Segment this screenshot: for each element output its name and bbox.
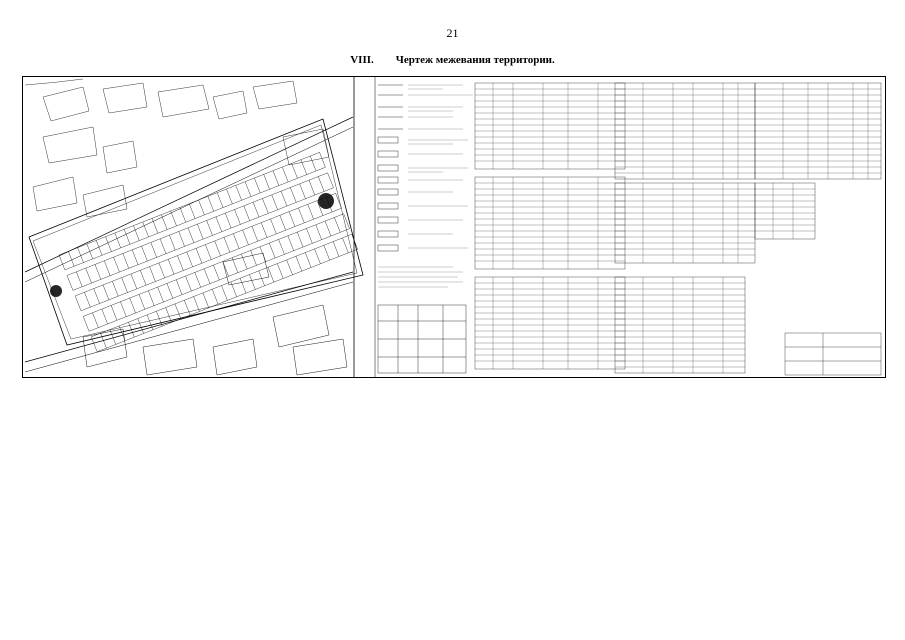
table-rows: [475, 83, 881, 373]
drawing-sheet-graphics: [23, 77, 885, 377]
section-title: Чертеж межевания территории.: [395, 54, 555, 66]
section-heading: [0, 54, 905, 66]
legend-panel: [378, 85, 473, 373]
survey-map: [25, 79, 363, 375]
section-number: VIII.: [350, 54, 374, 66]
coordinate-tables: [475, 83, 881, 375]
page-number: 21: [446, 26, 459, 40]
drawing-sheet: [22, 76, 886, 378]
